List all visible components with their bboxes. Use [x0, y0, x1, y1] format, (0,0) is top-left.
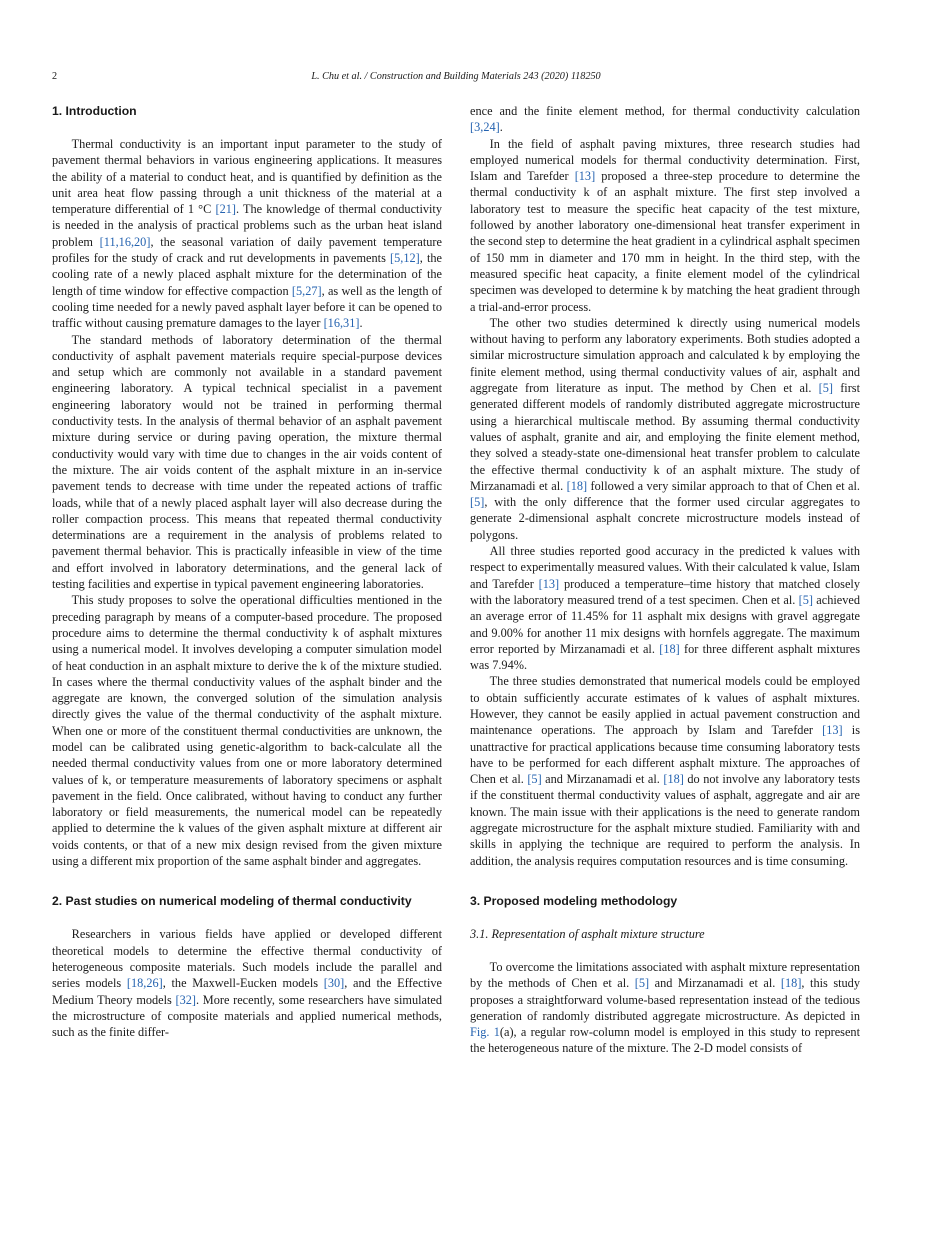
citation-link[interactable]: [5] — [634, 976, 650, 991]
subsection-heading: 3.1. Representation of asphalt mixture structure — [470, 926, 705, 941]
page-number: 2 — [52, 71, 58, 82]
paragraph-continued: ence and the finite element method, for thermal conductivity calculation [3,24]. — [470, 104, 860, 135]
journal-citation: L. Chu et al. / Construction and Building Materials 243 (2020) 118250 — [311, 71, 601, 82]
citation-link[interactable]: [30] — [323, 976, 345, 991]
citation-link[interactable]: [5] — [798, 592, 813, 607]
citation-link[interactable]: [5] — [470, 495, 485, 510]
paragraph: The three studies demonstrated that numerical models could be employed to obtain sufficiently accurate estimates of k values of asphalt mixtures. However, they cannot be easily applied in actual pavement construction and maintenance operations. The approach by Islam and Tarefder [13] is unattractive for practical applications because time consuming laboratory tests have to be performed for each different asphalt mixture. The approaches of Chen et al. [5] and Mirzanamadi et al. [18] do not involve any laboratory tests if the constituent thermal conductivity values of asphalt, aggregate and air are known. The main issue with their applications is the need to generate random aggregate microstructure for the asphalt mixture studied. Familiarity with and skills in applying the technique are required to perform the analysis. In addition, the analysis requires computation resources and is time consuming. — [470, 674, 861, 868]
paragraph: In the field of asphalt paving mixtures, three research studies had employed numerical models for thermal conductivity determination. First, Islam and Tarefder [13] proposed a three-step procedure to determine the thermal conductivity k of an asphalt mixture. The first step involved a laboratory test to measure the specific heat capacity of the test mixture, followed by another laboratory one-dimensional heat transfer experiment in the second step to determine the heat gradient in a cylindrical asphalt specimen of 150 mm in diameter and 170 mm in height. In the third step, with the measured specific heat capacity, a finite element model of the cylindrical specimen was developed to determine k by matching the heat gradient through a trial-and-error process. — [470, 136, 860, 314]
citation-link[interactable]: [3,24] — [470, 120, 500, 135]
citation-link[interactable]: [18] — [663, 772, 684, 787]
citation-link[interactable]: [5] — [527, 772, 542, 787]
citation-link[interactable]: [18] — [659, 641, 680, 656]
left-column — [52, 103, 442, 1040]
paragraph: This study proposes to solve the operational difficulties mentioned in the preceding paragraph by means of a computer-based procedure. The proposed procedure aims to determine the thermal conductivity k of asphalt mixtures using a numerical model. It involves developing a computer simulation model of heat conduction in an asphalt mixture to derive the k of the mixture studied. In cases where the thermal conductivity values of the asphalt binder and the aggregate are known, the converged solution of the simulation analysis directly gives the value of the thermal conductivity of the asphalt mixture. When one or more of the constituent thermal conductivities are unknown, the model can be calibrated using genetic-algorithm to back-calculate all the needed thermal conductivity values from one or more laboratory determined values of k, or temperature measurements of laboratory specimens or asphalt pavement in the field. Once calibrated, without having to conduct any further laboratory or field measurements, the numerical model can be repeatedly applied to determine the k values of the given asphalt mixture at different air voids contents, or that of a new mix design revised from the given mixture using a different mix proportion of the same asphalt binder and aggregates. — [52, 593, 442, 869]
citation-link[interactable]: [11,16,20] — [99, 234, 151, 249]
paragraph: All three studies reported good accuracy in the predicted k values with respect to experimentally measured values. With their calculated k value, Islam and Tarefder [13] produced a temperature–time history that matched closely with the laboratory measured trend of a test specimen. Chen et al. [5] achieved an average error of 11.45% for 11 asphalt mix designs with gravel aggregate and 9.00% for another 11 mix designs with hornfels aggregate. The maximum error reported by Mirzanamadi et al. [18] for three different asphalt mixtures was 7.94%. — [470, 544, 860, 673]
figure-link[interactable]: Fig. 1 — [470, 1025, 500, 1040]
citation-link[interactable]: [18] — [780, 976, 802, 991]
citation-link[interactable]: [5,27] — [291, 283, 322, 298]
citation-link[interactable]: [18] — [566, 478, 588, 493]
paragraph: To overcome the limitations associated with asphalt mixture representation by the methods of Chen et al. [5] and Mirzanamadi et al. [18], this study proposes a straightforward volume-based representation instead of the tedious generation of randomly distributed aggregate microstructure. As depicted in Fig. 1(a), a regular row-column model is employed in this study to represent the heterogeneous nature of the mixture. The 2-D model consists of — [470, 959, 860, 1056]
paragraph: The standard methods of laboratory determination of the thermal conductivity of asphalt pavement materials require special-purpose devices and setup which are commonly not available in a standard pavement engineering laboratory. A typical technical specialist in a pavement engineering laboratory would not be trained in performing thermal conductivity tests. In the analysis of thermal behavior of an asphalt pavement mixture during service or during paving operation, the mixture thermal conductivity would vary with time due to changes in the air voids content of the mixture. The air voids content of the asphalt mixture in an in-service pavement tends to decrease with time under the repeated actions of traffic loads, while that of a newly placed asphalt layer will also decrease during the roller compaction process. This means that repeated thermal conductivity determinations are a requirement in the analysis of problems related to pavement thermal behavior. This is practically infeasible in view of the time and effort involved in laboratory determinations, and the general lack of testing facilities and expertise in typical pavement engineering laboratories. — [52, 332, 442, 592]
citation-link[interactable]: [13] — [538, 576, 560, 591]
right-column — [470, 103, 860, 1057]
citation-link[interactable]: [16,31] — [323, 316, 360, 331]
citation-link[interactable]: [13] — [574, 169, 596, 184]
paragraph: Researchers in various fields have applied or developed different theoretical models to determine the effective thermal conductivity of heterogeneous composite materials. Such models include the parallel and series models [18,26], the Maxwell-Eucken models [30], and the Effective Medium Theory models [32]. More recently, some researchers have simulated the microstructure of composite materials and applied numerical methods, such as the finite differ- — [52, 927, 442, 1040]
citation-link[interactable]: [32] — [175, 992, 197, 1007]
citation-link[interactable]: [5,12] — [390, 251, 420, 266]
paragraph: Thermal conductivity is an important input parameter to the study of pavement thermal behaviors in various engineering applications. It measures the ability of a material to conduct heat, and is quantified by definition as the unit area heat flow passing through a unit thickness of the material at a temperature differential of 1 °C [21]. The knowledge of thermal conductivity is needed in the analysis of practical problems such as the urban heat island problem [11,16,20], the seasonal variation of daily pavement temperature profiles for the study of crack and rut developments in pavements [5,12], the cooling rate of a newly placed asphalt mixture for the determination of the length of time window for effective compaction [5,27], as well as the length of cooling time needed for a newly paved asphalt layer before it can be opened to traffic without causing premature damages to the layer [16,31]. — [52, 137, 443, 331]
citation-link[interactable]: [18,26] — [126, 976, 163, 991]
citation-link[interactable]: [21] — [215, 202, 236, 217]
paragraph: The other two studies determined k directly using numerical models without having to perform any laboratory experiments. Both studies adopted a similar microstructure simulation approach and calculated k by employing the finite element method, using thermal conductivity values of air, asphalt and aggregate from literature as input. The method by Chen et al. [5] first generated different models of randomly distributed aggregate microstructure using a hierarchical multiscale method. By assuming thermal conductivity values of asphalt, granite and air, and employing the finite element method, they solved a steady-state one-dimensional heat transfer problem to calculate the effective thermal conductivity k of an asphalt mixture. The study of Mirzanamadi et al. [18] followed a very similar approach to that of Chen et al. [5], with the only difference that the former used circular aggregates to generate 2-dimensional asphalt concrete microstructure models instead of polygons. — [470, 315, 861, 542]
citation-link[interactable]: [13] — [822, 723, 843, 738]
section-heading-introduction: 1. Introduction — [52, 104, 137, 118]
citation-link[interactable]: [5] — [818, 381, 833, 396]
page-header — [52, 71, 860, 87]
section-heading-methodology: 3. Proposed modeling methodology — [470, 893, 678, 908]
section-heading-past-studies: 2. Past studies on numerical modeling of thermal conductivity — [52, 894, 412, 909]
